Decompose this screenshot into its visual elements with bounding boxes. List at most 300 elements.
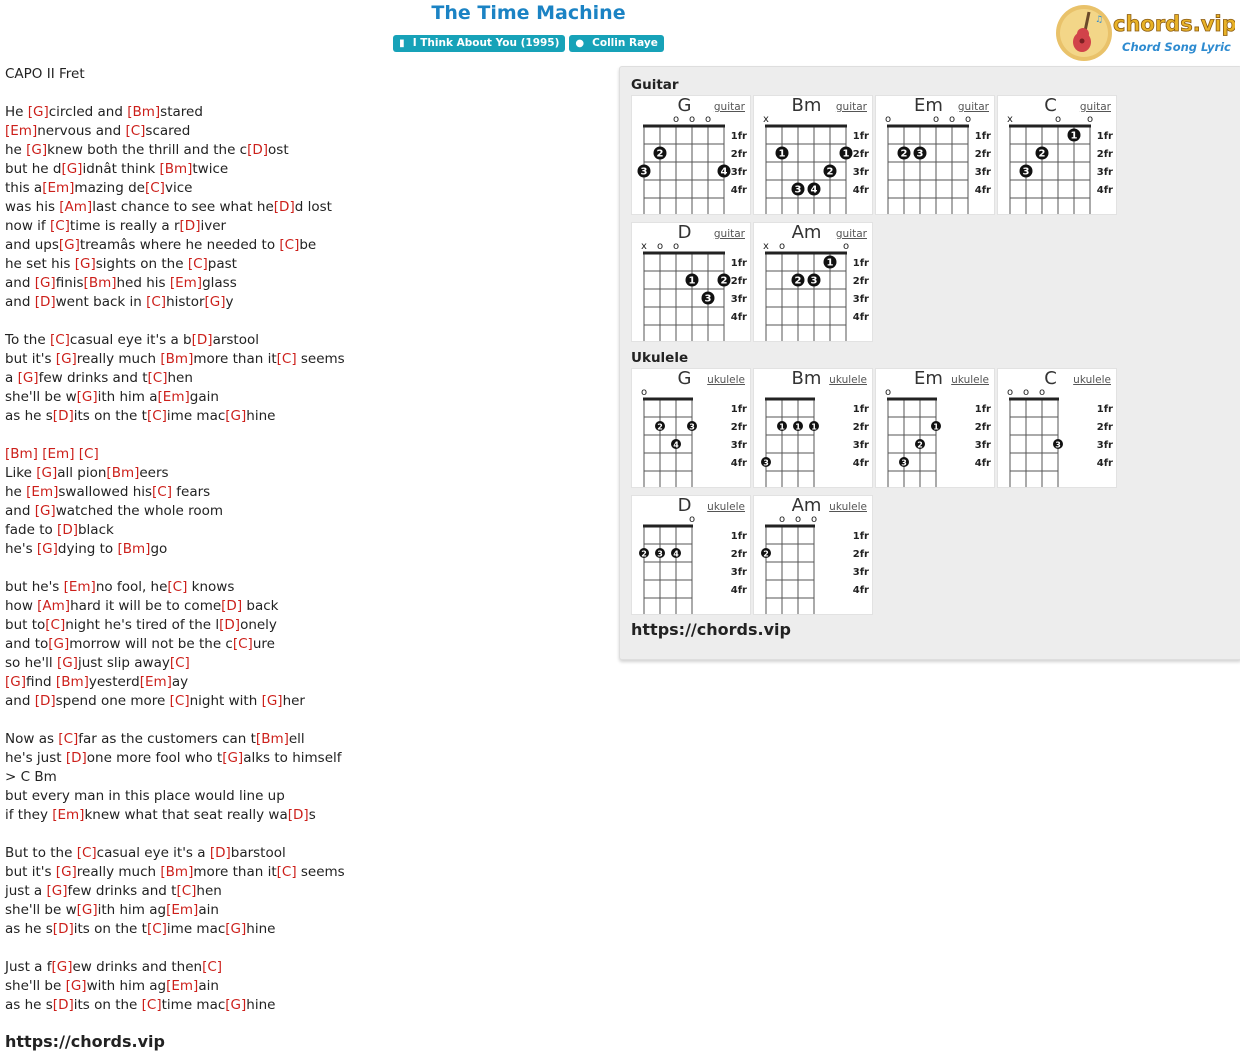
lyric-line xyxy=(5,635,345,654)
chord-diagram xyxy=(754,96,872,214)
album-badge-label: I Think About You (1995) xyxy=(412,37,560,49)
lyric-text: but it's xyxy=(5,351,56,367)
open-string-marker: o xyxy=(640,387,648,398)
fret-label: 4fr xyxy=(1096,458,1113,469)
chord-link[interactable]: [D] xyxy=(34,693,56,709)
chord-link[interactable]: [G] xyxy=(55,351,77,367)
muted-string-marker: x xyxy=(763,241,769,252)
lyric-text: scared xyxy=(145,123,191,139)
fret-label: 2fr xyxy=(1096,149,1113,160)
lyric-text: she'll be w xyxy=(5,389,77,405)
lyric-text: so he'll xyxy=(5,655,57,671)
lyric-text: as he s xyxy=(5,921,53,937)
lyric-text: was his xyxy=(5,199,60,215)
lyric-text: but it's xyxy=(5,864,56,880)
lyric-line xyxy=(5,407,345,426)
lyric-line xyxy=(5,84,345,103)
lyric-text: glass xyxy=(202,275,237,291)
lyric-line xyxy=(5,863,345,882)
chord-link[interactable]: [G] xyxy=(5,674,26,690)
chord-link[interactable]: [G] xyxy=(26,142,48,158)
chord-name: Em xyxy=(914,368,943,389)
chord-link[interactable]: [Bm] xyxy=(255,731,289,747)
chord-link[interactable]: [G] xyxy=(48,636,70,652)
fret-label: 3fr xyxy=(730,440,747,451)
chord-link[interactable]: [G] xyxy=(225,408,247,424)
lyric-line xyxy=(5,160,345,179)
fret-label: 4fr xyxy=(852,458,869,469)
chord-link[interactable]: [G] xyxy=(34,275,56,291)
lyric-text: but he's xyxy=(5,579,64,595)
lyric-text: arstool xyxy=(212,332,259,348)
lyric-text: all pion xyxy=(57,465,107,481)
fret-label: 4fr xyxy=(730,585,747,596)
chord-link[interactable]: [Em] xyxy=(5,123,38,139)
chord-link[interactable]: [C] xyxy=(187,256,208,272)
chord-link[interactable]: [C] xyxy=(202,959,223,975)
instrument-link[interactable]: ukulele xyxy=(951,374,989,386)
instrument-link[interactable]: ukulele xyxy=(829,501,867,513)
fret-label: 1fr xyxy=(1096,404,1113,415)
lyric-line xyxy=(5,977,345,996)
lyric-text: ost xyxy=(268,142,289,158)
chord-link[interactable]: [Bm] xyxy=(160,864,194,880)
chord-link[interactable]: [Bm] xyxy=(160,351,194,367)
panel-url[interactable]: https://chords.vip xyxy=(631,620,791,639)
instrument-link[interactable]: ukulele xyxy=(829,374,867,386)
chord-link[interactable]: [Em] xyxy=(26,484,59,500)
chord-link[interactable]: [C] xyxy=(146,294,167,310)
fret-label: 3fr xyxy=(1096,167,1113,178)
lyric-text: ay xyxy=(171,674,189,690)
chord-link[interactable]: [G] xyxy=(36,541,58,557)
chord-card-guitar[interactable] xyxy=(875,95,995,215)
chord-link[interactable]: [C] xyxy=(146,921,167,937)
chord-link[interactable]: [G] xyxy=(56,655,78,671)
chord-name: Bm xyxy=(791,95,822,116)
fret-label: 1fr xyxy=(974,404,991,415)
chord-link[interactable]: [G] xyxy=(51,959,73,975)
lyric-text: idnât think xyxy=(82,161,160,177)
lyric-text: he set his xyxy=(5,256,75,272)
chord-card-ukulele[interactable] xyxy=(753,495,873,615)
chord-link[interactable]: [C] xyxy=(49,218,70,234)
fret-label: 3fr xyxy=(852,440,869,451)
chord-link[interactable]: [Em] xyxy=(63,579,96,595)
site-logo[interactable] xyxy=(1055,4,1235,62)
instrument-link[interactable]: ukulele xyxy=(707,501,745,513)
open-string-marker: o xyxy=(964,114,972,125)
open-string-marker: o xyxy=(842,241,850,252)
chord-link[interactable]: [G] xyxy=(261,693,283,709)
lyric-text: its on the xyxy=(73,997,142,1013)
chord-link[interactable]: [D] xyxy=(221,598,243,614)
chord-link[interactable]: [Am] xyxy=(59,199,93,215)
chord-link[interactable]: [D] xyxy=(287,807,309,823)
lyric-line xyxy=(5,787,345,806)
lyric-text: and xyxy=(5,693,35,709)
lyric-text: night with xyxy=(189,693,262,709)
song-badges xyxy=(0,35,1057,52)
lyric-text: CAPO II Fret xyxy=(5,66,85,82)
lyric-text: last chance to see what he xyxy=(92,199,274,215)
lyric-line xyxy=(5,711,345,730)
chord-link[interactable]: [Em] xyxy=(139,674,172,690)
lyric-text: she'll be w xyxy=(5,902,77,918)
chord-card-guitar[interactable] xyxy=(997,95,1117,215)
chord-card-ukulele[interactable] xyxy=(997,368,1117,488)
instrument-link[interactable]: guitar xyxy=(713,228,745,240)
lyric-text: but every man in this place would line up xyxy=(5,788,285,804)
lyric-text: dying to xyxy=(57,541,118,557)
finger-number: 2 xyxy=(720,275,728,287)
lyric-text: To the xyxy=(5,332,50,348)
chord-link[interactable]: [Bm] xyxy=(106,465,140,481)
chord-link[interactable]: [D] xyxy=(34,294,56,310)
fret-label: 1fr xyxy=(730,404,747,415)
chord-link[interactable]: [Em] xyxy=(42,446,75,462)
chord-card-guitar[interactable] xyxy=(753,222,873,342)
chord-link[interactable]: [Bm] xyxy=(83,275,117,291)
chord-link[interactable]: [D] xyxy=(247,142,269,158)
lyric-text: morrow will not be the c xyxy=(69,636,233,652)
open-string-marker: o xyxy=(884,387,892,398)
lyric-text: knew what that seat really wa xyxy=(84,807,288,823)
instrument-link[interactable]: ukulele xyxy=(707,374,745,386)
lyric-text: Now as xyxy=(5,731,59,747)
lyric-text: gain xyxy=(189,389,219,405)
chord-link[interactable]: [C] xyxy=(169,693,190,709)
fret-label: 3fr xyxy=(852,294,869,305)
chord-card-ukulele[interactable] xyxy=(631,495,751,615)
chord-link[interactable]: [C] xyxy=(144,180,165,196)
lyric-text: its on the t xyxy=(73,921,147,937)
muted-string-marker: x xyxy=(763,114,769,125)
lyric-text: but to xyxy=(5,617,46,633)
lyric-line xyxy=(5,312,345,331)
chord-link[interactable]: [D] xyxy=(273,199,295,215)
lyric-line xyxy=(5,331,345,350)
finger-number: 2 xyxy=(656,148,664,160)
chord-link[interactable]: [G] xyxy=(65,978,87,994)
fret-label: 2fr xyxy=(974,422,991,433)
finger-number: 1 xyxy=(1070,130,1078,142)
instrument-link[interactable]: ukulele xyxy=(1073,374,1111,386)
user-icon: ● xyxy=(575,38,585,49)
chord-link[interactable]: [Bm] xyxy=(5,446,38,462)
lyric-text: alks to himself xyxy=(243,750,342,766)
lyric-text: fade to xyxy=(5,522,58,538)
instrument-link[interactable]: guitar xyxy=(835,228,867,240)
chord-link[interactable]: [G] xyxy=(17,370,39,386)
lyric-text: few drinks and t xyxy=(67,883,177,899)
lyric-text: as he s xyxy=(5,997,53,1013)
chord-name: Am xyxy=(791,495,822,516)
lyric-text: hed his xyxy=(116,275,170,291)
fret-label: 3fr xyxy=(1096,440,1113,451)
lyric-line xyxy=(5,103,345,122)
fret-label: 4fr xyxy=(852,185,869,196)
chord-card-ukulele[interactable] xyxy=(753,368,873,488)
instrument-link[interactable]: guitar xyxy=(957,101,989,113)
lyric-text: y xyxy=(225,294,234,310)
chord-link[interactable]: [D] xyxy=(65,750,87,766)
fret-label: 2fr xyxy=(730,276,747,287)
fret-label: 3fr xyxy=(730,167,747,178)
fret-label: 4fr xyxy=(852,585,869,596)
lyric-line xyxy=(5,578,345,597)
fret-label: 3fr xyxy=(852,567,869,578)
open-string-marker: o xyxy=(672,241,680,252)
lyric-text: he xyxy=(5,484,27,500)
chord-link[interactable]: [Em] xyxy=(157,389,190,405)
lyric-line xyxy=(5,844,345,863)
lyric-text: went back in xyxy=(55,294,147,310)
lyric-text: finis xyxy=(55,275,84,291)
album-badge[interactable] xyxy=(393,35,565,52)
lyric-text: its on the t xyxy=(73,408,147,424)
lyric-text: and xyxy=(5,294,35,310)
lyric-text: black xyxy=(77,522,114,538)
lyric-text: hard it will be to come xyxy=(70,598,222,614)
lyric-line xyxy=(5,369,345,388)
lyric-line xyxy=(5,141,345,160)
lyric-text: and to xyxy=(5,636,49,652)
chord-link[interactable]: [G] xyxy=(225,921,247,937)
lyric-text: her xyxy=(282,693,305,709)
chord-link[interactable]: [C] xyxy=(76,845,97,861)
chord-diagram xyxy=(754,223,872,341)
lyric-text: histor xyxy=(166,294,205,310)
lyric-text: ain xyxy=(198,902,219,918)
chord-link[interactable]: [G] xyxy=(36,465,58,481)
chord-link[interactable]: [Bm] xyxy=(159,161,193,177)
lyric-line xyxy=(5,768,345,787)
chord-diagram-panel xyxy=(619,66,1240,660)
instrument-link[interactable]: guitar xyxy=(835,101,867,113)
lyric-line xyxy=(5,179,345,198)
lyric-line xyxy=(5,673,345,692)
lyric-text: and xyxy=(5,503,35,519)
chord-name: G xyxy=(677,368,692,389)
fret-label: 1fr xyxy=(852,131,869,142)
lyric-text: as he s xyxy=(5,408,53,424)
lyric-text: ure xyxy=(252,636,275,652)
logo-text: chords.vip xyxy=(1113,12,1235,36)
instrument-link[interactable]: guitar xyxy=(713,101,745,113)
chord-link[interactable]: [C] xyxy=(276,864,297,880)
chord-link[interactable]: [D] xyxy=(52,997,74,1013)
chord-link[interactable]: [D] xyxy=(219,617,241,633)
chord-link[interactable]: [Em] xyxy=(42,180,75,196)
fret-label: 2fr xyxy=(852,276,869,287)
lyric-text: go xyxy=(150,541,168,557)
logo-subtext: Chord Song Lyric xyxy=(1122,40,1231,54)
chord-link[interactable]: [G] xyxy=(222,750,244,766)
lyric-text: far as the customers can t xyxy=(78,731,256,747)
chord-link[interactable]: [C] xyxy=(45,617,66,633)
lyric-text: > C Bm xyxy=(5,769,57,785)
chord-link[interactable]: [G] xyxy=(74,256,96,272)
chord-link[interactable]: [G] xyxy=(76,389,98,405)
chord-link[interactable]: [D] xyxy=(179,218,201,234)
chord-link[interactable]: [D] xyxy=(57,522,78,538)
lyric-line xyxy=(5,255,345,274)
muted-string-marker: x xyxy=(1007,114,1013,125)
finger-number: 3 xyxy=(810,275,818,287)
chord-link[interactable]: [G] xyxy=(27,104,49,120)
lyric-line xyxy=(5,350,345,369)
chord-link[interactable]: [G] xyxy=(61,161,83,177)
lyric-line xyxy=(5,597,345,616)
lyric-line xyxy=(5,996,345,1015)
chord-link[interactable]: [Bm] xyxy=(127,104,161,120)
lyric-line xyxy=(5,901,345,920)
chord-link[interactable]: [Am] xyxy=(37,598,71,614)
fret-label: 3fr xyxy=(852,167,869,178)
chord-link[interactable]: [Em] xyxy=(166,902,199,918)
chord-link[interactable]: [Bm] xyxy=(55,674,89,690)
chord-link[interactable]: [C] xyxy=(147,370,168,386)
chord-link[interactable]: [D] xyxy=(209,845,231,861)
fret-label: 4fr xyxy=(730,312,747,323)
ukulele-section-label: Ukulele xyxy=(631,350,689,366)
lyric-text: sights on the xyxy=(95,256,188,272)
open-string-marker: o xyxy=(794,514,802,525)
chord-link[interactable]: [G] xyxy=(55,864,77,880)
chord-link[interactable]: [C] xyxy=(125,123,146,139)
open-string-marker: o xyxy=(1022,387,1030,398)
song-title: The Time Machine xyxy=(431,2,626,24)
lyric-text: he's xyxy=(5,541,37,557)
chord-link[interactable]: [G] xyxy=(34,503,56,519)
lyric-text: hen xyxy=(167,370,193,386)
finger-number: 3 xyxy=(689,422,695,432)
lyric-text: how xyxy=(5,598,38,614)
chord-name: C xyxy=(1044,368,1057,389)
finger-number: 1 xyxy=(778,148,786,160)
chord-link[interactable]: [C] xyxy=(78,446,99,462)
artist-badge[interactable] xyxy=(569,35,663,52)
fret-label: 2fr xyxy=(730,422,747,433)
chord-link[interactable]: [Em] xyxy=(169,275,203,291)
chord-link[interactable]: [C] xyxy=(232,636,253,652)
chord-diagram xyxy=(632,96,750,214)
lyric-text: ime mac xyxy=(166,921,226,937)
lyric-text: and ups xyxy=(5,237,59,253)
chord-link[interactable]: [Em] xyxy=(166,978,199,994)
chord-link[interactable]: [C] xyxy=(146,408,167,424)
lyric-text: ith him a xyxy=(97,389,158,405)
lyric-text: ain xyxy=(198,978,219,994)
chord-card-ukulele[interactable] xyxy=(631,368,751,488)
chord-link[interactable]: [C] xyxy=(49,332,70,348)
chord-link[interactable]: [G] xyxy=(204,294,226,310)
finger-number: 3 xyxy=(901,458,907,468)
lyric-text: with him ag xyxy=(86,978,167,994)
finger-number: 3 xyxy=(763,458,769,468)
open-string-marker: o xyxy=(656,241,664,252)
footer-url[interactable]: https://chords.vip xyxy=(5,1032,165,1051)
chord-card-guitar[interactable] xyxy=(631,95,751,215)
chord-link[interactable]: [C] xyxy=(141,997,162,1013)
lyric-text: hine xyxy=(246,997,276,1013)
lyric-text: hine xyxy=(246,408,276,424)
lyric-text: fears xyxy=(172,484,211,500)
lyric-text: a xyxy=(5,370,18,386)
open-string-marker: o xyxy=(778,241,786,252)
lyric-text: really much xyxy=(76,351,161,367)
chord-link[interactable]: [G] xyxy=(58,237,80,253)
chord-card-guitar[interactable] xyxy=(631,222,751,342)
chord-link[interactable]: [C] xyxy=(58,731,79,747)
chord-link[interactable]: [C] xyxy=(169,655,190,671)
artist-badge-label: Collin Raye xyxy=(592,37,658,49)
chord-link[interactable]: [C] xyxy=(276,351,297,367)
lyric-line xyxy=(5,730,345,749)
fret-label: 4fr xyxy=(1096,185,1113,196)
open-string-marker: o xyxy=(1086,114,1094,125)
lyric-line xyxy=(5,825,345,844)
fret-label: 3fr xyxy=(974,440,991,451)
chord-link[interactable]: [D] xyxy=(191,332,213,348)
chord-link[interactable]: [C] xyxy=(176,883,197,899)
guitar-section-label: Guitar xyxy=(631,77,679,93)
fret-label: 4fr xyxy=(730,458,747,469)
fret-label: 1fr xyxy=(1096,131,1113,142)
lyric-text: past xyxy=(207,256,237,272)
chord-diagram xyxy=(876,369,994,487)
fret-label: 2fr xyxy=(730,549,747,560)
finger-number: 2 xyxy=(763,549,769,559)
chord-name: Am xyxy=(791,222,822,243)
lyric-line xyxy=(5,616,345,635)
chord-link[interactable]: [Bm] xyxy=(117,541,151,557)
open-string-marker: o xyxy=(1006,387,1014,398)
chord-link[interactable]: [G] xyxy=(46,883,68,899)
lyric-text: stared xyxy=(160,104,203,120)
chord-link[interactable]: [G] xyxy=(225,997,247,1013)
lyric-text: casual eye it's a xyxy=(96,845,210,861)
instrument-link[interactable]: guitar xyxy=(1079,101,1111,113)
finger-number: 4 xyxy=(673,440,679,450)
chord-link[interactable]: [C] xyxy=(167,579,188,595)
chord-link[interactable]: [D] xyxy=(52,408,74,424)
lyric-text: find xyxy=(26,674,56,690)
fret-label: 4fr xyxy=(974,458,991,469)
chord-card-ukulele[interactable] xyxy=(875,368,995,488)
open-string-marker: o xyxy=(672,114,680,125)
lyric-text: vice xyxy=(164,180,193,196)
chord-link[interactable]: [C] xyxy=(279,237,300,253)
chord-link[interactable]: [D] xyxy=(52,921,74,937)
finger-number: 3 xyxy=(704,293,712,305)
fret-label: 1fr xyxy=(974,131,991,142)
chord-link[interactable]: [G] xyxy=(76,902,98,918)
fret-label: 4fr xyxy=(974,185,991,196)
lyric-line xyxy=(5,274,345,293)
chord-diagram xyxy=(998,96,1116,214)
fret-label: 1fr xyxy=(730,258,747,269)
chord-link[interactable]: [C] xyxy=(152,484,172,500)
lyric-text: casual eye it's a b xyxy=(69,332,192,348)
open-string-marker: o xyxy=(884,114,892,125)
chord-card-guitar[interactable] xyxy=(753,95,873,215)
lyric-line xyxy=(5,483,345,502)
lyric-text: one more fool who t xyxy=(86,750,223,766)
chord-link[interactable]: [Em] xyxy=(52,807,85,823)
fret-label: 1fr xyxy=(730,131,747,142)
